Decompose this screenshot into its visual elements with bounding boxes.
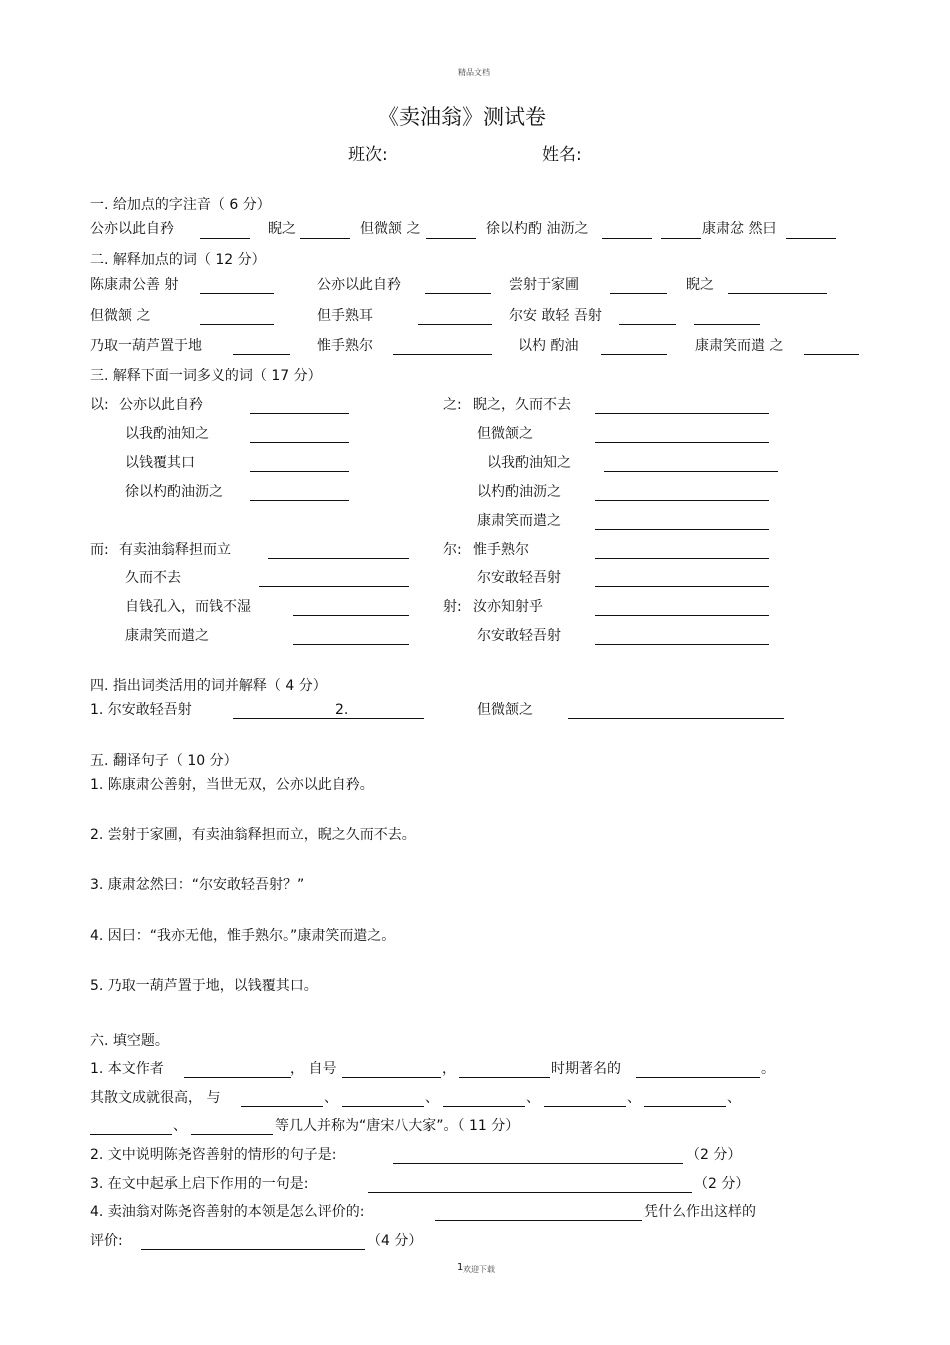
answer-blank[interactable] (200, 293, 274, 294)
s1-item: 公亦以此自矜 (90, 221, 174, 237)
s3-item: 以钱覆其口 (125, 455, 195, 471)
zhi-label: 之: (443, 397, 462, 413)
answer-blank[interactable] (233, 354, 290, 355)
s1-item: 睨之 (268, 221, 296, 237)
answer-blank[interactable] (610, 293, 667, 294)
answer-blank[interactable] (595, 500, 769, 501)
answer-blank[interactable] (141, 1249, 365, 1250)
separator: 、 (425, 1090, 439, 1106)
s3-item: 以我酌油知之 (125, 426, 209, 442)
answer-blank[interactable] (233, 718, 424, 719)
class-label: 班次: (348, 145, 388, 165)
q1-text: 。 (761, 1061, 775, 1077)
s2-item: 睨之 (686, 277, 714, 293)
answer-blank[interactable] (459, 1077, 550, 1078)
answer-blank[interactable] (644, 1106, 726, 1107)
q4-text: 评价: (90, 1233, 123, 1249)
answer-blank[interactable] (728, 293, 827, 294)
answer-blank[interactable] (393, 1163, 683, 1164)
translate-item: 2. 尝射于家圃，有卖油翁释担而立，睨之久而不去。 (90, 827, 416, 843)
answer-blank[interactable] (426, 238, 476, 239)
q4-text: 4. 卖油翁对陈尧咨善射的本领是怎么评价的: (90, 1204, 365, 1220)
answer-blank[interactable] (595, 586, 769, 587)
s3-item: 以杓酌油沥之 (477, 484, 561, 500)
answer-blank[interactable] (250, 471, 349, 472)
s2-item: 以杓 酌油 (518, 338, 579, 354)
answer-blank[interactable] (694, 324, 760, 325)
q2-text: 2. 文中说明陈尧咨善射的情形的句子是: (90, 1147, 337, 1163)
answer-blank[interactable] (595, 442, 769, 443)
q3-text: 3. 在文中起承上启下作用的一句是: (90, 1176, 309, 1192)
page-header: 精品文档 (458, 68, 490, 77)
section-4-heading: 四. 指出词类活用的词并解释（ 4 分） (90, 678, 327, 694)
section-1-heading: 一. 给加点的字注音（ 6 分） (90, 197, 271, 213)
separator: 、 (727, 1090, 741, 1106)
separator: 、 (324, 1090, 338, 1106)
q4-text: 凭什么作出这样的 (644, 1204, 756, 1220)
answer-blank[interactable] (191, 1134, 273, 1135)
er2-label: 尔: (443, 542, 462, 558)
q4-score: （4 分） (367, 1233, 423, 1249)
answer-blank[interactable] (300, 238, 350, 239)
section-3-heading: 三. 解释下面一词多义的词（ 17 分） (90, 368, 322, 384)
answer-blank[interactable] (544, 1106, 626, 1107)
answer-blank[interactable] (804, 354, 859, 355)
s3-item: 但微颔之 (477, 426, 533, 442)
s3-item: 汝亦知射乎 (473, 599, 543, 615)
page-number: 1 (457, 1262, 464, 1273)
s2-item: 尝射于家圃 (509, 277, 579, 293)
q1-text: 其散文成就很高， 与 (90, 1090, 221, 1106)
s3-item: 久而不去 (125, 570, 181, 586)
answer-blank[interactable] (443, 1106, 525, 1107)
q1-text: ， (442, 1061, 456, 1077)
er-label: 而: (90, 542, 109, 558)
s3-item: 惟手熟尔 (473, 542, 529, 558)
s3-item: 康肃笑而遣之 (477, 513, 561, 529)
s1-item: 但微颔 之 (360, 221, 421, 237)
answer-blank[interactable] (342, 1077, 441, 1078)
s2-item: 但微颔 之 (90, 308, 151, 324)
s4-item-2-num: 2. (335, 702, 349, 718)
answer-blank[interactable] (259, 586, 409, 587)
s2-item: 乃取一葫芦置于地 (90, 338, 202, 354)
name-label: 姓名: (542, 145, 582, 165)
answer-blank[interactable] (595, 615, 769, 616)
separator: 、 (173, 1118, 187, 1134)
s3-item: 徐以杓酌油沥之 (125, 484, 223, 500)
s3-item: 公亦以此自矜 (119, 397, 203, 413)
answer-blank[interactable] (786, 238, 836, 239)
answer-blank[interactable] (604, 471, 778, 472)
answer-blank[interactable] (435, 1220, 642, 1221)
section-5-heading: 五. 翻译句子（ 10 分） (90, 753, 238, 769)
answer-blank[interactable] (250, 500, 349, 501)
s2-item: 公亦以此自矜 (317, 277, 401, 293)
s4-item-1: 1. 尔安敢轻吾射 (90, 702, 192, 718)
s3-item: 有卖油翁释担而立 (119, 542, 231, 558)
translate-item: 3. 康肃忿然曰：“尔安敢轻吾射？” (90, 877, 305, 893)
s3-item: 尔安敢轻吾射 (477, 628, 561, 644)
s1-item: 徐以杓酌 油沥之 (486, 221, 589, 237)
answer-blank[interactable] (595, 529, 769, 530)
separator: 、 (627, 1090, 641, 1106)
answer-blank[interactable] (595, 558, 769, 559)
answer-blank[interactable] (184, 1077, 291, 1078)
answer-blank[interactable] (268, 558, 409, 559)
q1-text: ， 自号 (290, 1061, 337, 1077)
answer-blank[interactable] (595, 644, 769, 645)
q1-text: 等几人并称为“唐宋八大家”。（ 11 分） (275, 1118, 520, 1134)
answer-blank[interactable] (619, 324, 676, 325)
answer-blank[interactable] (241, 1106, 323, 1107)
s2-item: 陈康肃公善 射 (90, 277, 179, 293)
s3-item: 睨之，久而不去 (473, 397, 571, 413)
answer-blank[interactable] (342, 1106, 424, 1107)
separator: 、 (526, 1090, 540, 1106)
answer-blank[interactable] (425, 293, 491, 294)
s2-item: 但手熟耳 (317, 308, 373, 324)
section-6-heading: 六. 填空题。 (90, 1033, 169, 1049)
answer-blank[interactable] (293, 644, 409, 645)
s2-item: 尔安 敢轻 吾射 (509, 308, 602, 324)
answer-blank[interactable] (418, 324, 492, 325)
s3-item: 以我酌油知之 (487, 455, 571, 471)
s4-item-2: 但微颔之 (477, 702, 533, 718)
q3-score: （2 分） (694, 1176, 750, 1192)
answer-blank[interactable] (90, 1134, 172, 1135)
s2-item: 惟手熟尔 (317, 338, 373, 354)
she-label: 射: (443, 599, 462, 615)
answer-blank[interactable] (250, 442, 349, 443)
translate-item: 4. 因曰：“我亦无他，惟手熟尔。”康肃笑而遣之。 (90, 928, 396, 944)
page-footer: 欢迎下载 (463, 1265, 495, 1274)
page-title: 《卖油翁》测试卷 (378, 105, 546, 129)
answer-blank[interactable] (661, 238, 701, 239)
q1-text: 时期著名的 (551, 1061, 621, 1077)
yi-label: 以: (90, 397, 109, 413)
s3-item: 尔安敢轻吾射 (477, 570, 561, 586)
s1-item: 康肃忿 然曰 (702, 221, 777, 237)
answer-blank[interactable] (636, 1077, 760, 1078)
answer-blank[interactable] (595, 413, 769, 414)
answer-blank[interactable] (568, 718, 784, 719)
answer-blank[interactable] (200, 238, 250, 239)
answer-blank[interactable] (368, 1192, 692, 1193)
answer-blank[interactable] (393, 354, 492, 355)
answer-blank[interactable] (200, 324, 274, 325)
section-2-heading: 二. 解释加点的词（ 12 分） (90, 252, 266, 268)
translate-item: 1. 陈康肃公善射，当世无双，公亦以此自矜。 (90, 777, 374, 793)
answer-blank[interactable] (293, 615, 409, 616)
answer-blank[interactable] (250, 413, 349, 414)
answer-blank[interactable] (601, 354, 667, 355)
answer-blank[interactable] (602, 238, 652, 239)
s3-item: 自钱孔入，而钱不湿 (125, 599, 251, 615)
s2-item: 康肃笑而遣 之 (695, 338, 784, 354)
q2-score: （2 分） (686, 1147, 742, 1163)
s3-item: 康肃笑而遣之 (125, 628, 209, 644)
translate-item: 5. 乃取一葫芦置于地，以钱覆其口。 (90, 978, 318, 994)
q1-text: 1. 本文作者 (90, 1061, 164, 1077)
